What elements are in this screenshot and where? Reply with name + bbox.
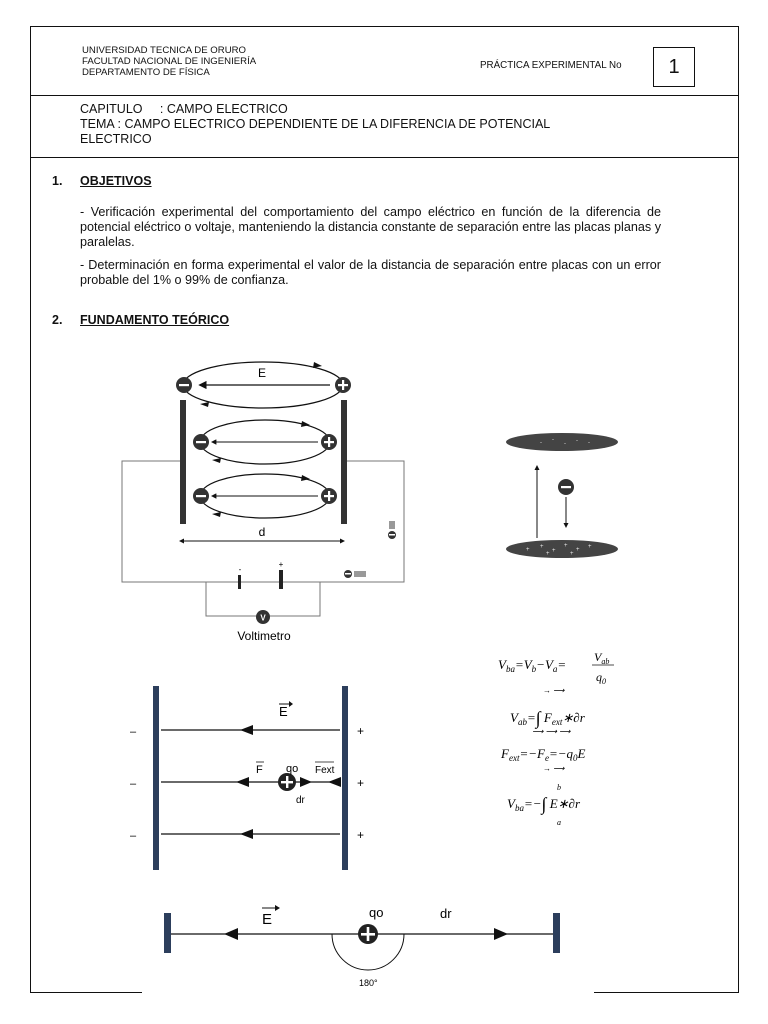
objetivo-paragraph-1: - Verificación experimental del comportamiento del campo eléctrico en función de la diferencia de potencial eléctrico o voltaje, manteniendo la distancia constante de separación entre las placas planas y paralelas. [80, 205, 661, 249]
tema-line-2: ELECTRICO [80, 132, 152, 146]
svg-text:+: + [570, 551, 574, 557]
svg-text:+: + [546, 551, 550, 557]
force-f-label: F [256, 764, 263, 776]
faculty-name: FACULTAD NACIONAL DE INGENIERÍA [82, 56, 257, 67]
svg-text:-: - [576, 438, 578, 444]
section-number: 2. [52, 313, 63, 327]
svg-text:+: + [564, 543, 568, 549]
voltmeter-symbol: V [260, 613, 266, 623]
bottom-disc-plate [506, 540, 618, 558]
left-plate [180, 400, 186, 524]
tema-line-1: TEMA : CAMPO ELECTRICO DEPENDIENTE DE LA DIFERENCIA DE POTENCIAL [80, 117, 551, 131]
right-plate-blue [342, 686, 348, 870]
section-title: FUNDAMENTO TEÓRICO [80, 313, 230, 327]
figure-test-charge-field [130, 686, 364, 870]
dr-label: dr [440, 906, 452, 921]
top-disc-plate [506, 433, 618, 451]
figure-angle-diagram [164, 905, 560, 988]
svg-text:+: + [540, 544, 544, 550]
practica-number: 1 [653, 47, 695, 87]
section-number: 1. [52, 174, 63, 188]
equation-1: $V_{ba}=V_b-V_a=$ [498, 657, 567, 674]
equation-3: $F_{ext}=-F_e=-q_0E$ [501, 746, 586, 763]
charge-qo-label: qo [286, 763, 299, 775]
minus-sign: – [130, 726, 137, 738]
left-plate-blue [164, 913, 171, 953]
svg-text:-: - [540, 440, 542, 446]
battery-positive-terminal [279, 570, 283, 589]
svg-text:+: + [576, 547, 580, 553]
objetivo-paragraph-2: - Determinación en forma experimental el valor de la distancia de separación entre placas con un error probable del 1% o 99% de confianza. [80, 258, 661, 287]
field-e-label: E [262, 911, 273, 928]
section-title: OBJETIVOS [80, 174, 152, 188]
distance-d-label: d [258, 525, 266, 539]
svg-text:+: + [552, 548, 556, 554]
plus-sign: + [357, 724, 365, 738]
svg-text:-: - [564, 441, 566, 447]
battery-negative-terminal [238, 575, 241, 589]
left-plate-blue [153, 686, 159, 870]
angle-label: 180° [359, 978, 378, 988]
svg-text:Vab: $V_{ab}$ [594, 650, 610, 666]
plus-sign: + [357, 828, 365, 842]
university-name: UNIVERSIDAD TECNICA DE ORURO [82, 45, 247, 56]
figure-charge-between-plates [506, 433, 618, 558]
svg-text:-: - [552, 437, 554, 443]
svg-text:+: + [588, 544, 592, 550]
right-plate-blue [553, 913, 560, 953]
equations-block [498, 650, 614, 827]
figure-capacitor-circuit [122, 362, 404, 643]
svg-text:⟶ ⟶ ⟶: ⟶ ⟶ ⟶ [532, 727, 571, 736]
svg-text:a: a [557, 818, 561, 827]
svg-text:→ ⟶: → ⟶ [543, 764, 565, 773]
dr-label: dr [296, 795, 305, 806]
department-name: DEPARTAMENTO DE FÍSICA [82, 67, 210, 78]
right-plate [341, 400, 347, 524]
charge-qo-label: qo [369, 905, 384, 920]
equation-2: $V_{ab}=\int$ $F_{ext}∗\partial r$ [510, 708, 585, 728]
field-e-label: E [257, 366, 267, 380]
svg-text:-: - [588, 440, 590, 446]
svg-text:b: b [557, 783, 561, 792]
minus-sign: – [130, 830, 137, 842]
svg-text:+: + [526, 547, 530, 553]
equation-4: $V_{ba}=-\int$ E∗∂r [507, 794, 581, 814]
field-e-label: E [279, 704, 288, 719]
minus-sign: – [130, 778, 137, 790]
battery-minus-sign: - [238, 565, 242, 574]
voltmeter-label: Voltimetro [237, 629, 291, 643]
plus-sign: + [357, 776, 365, 790]
circuit-wire [122, 461, 404, 582]
fext-label: Fext [315, 765, 335, 776]
svg-text:→ ⟶: → ⟶ [543, 686, 565, 695]
practica-label: PRÁCTICA EXPERIMENTAL No [480, 60, 622, 71]
battery-plus-sign: + [278, 560, 284, 569]
capitulo-line: CAPITULO : CAMPO ELECTRICO [80, 102, 288, 116]
svg-text:q0: $q_0$ [596, 670, 606, 686]
